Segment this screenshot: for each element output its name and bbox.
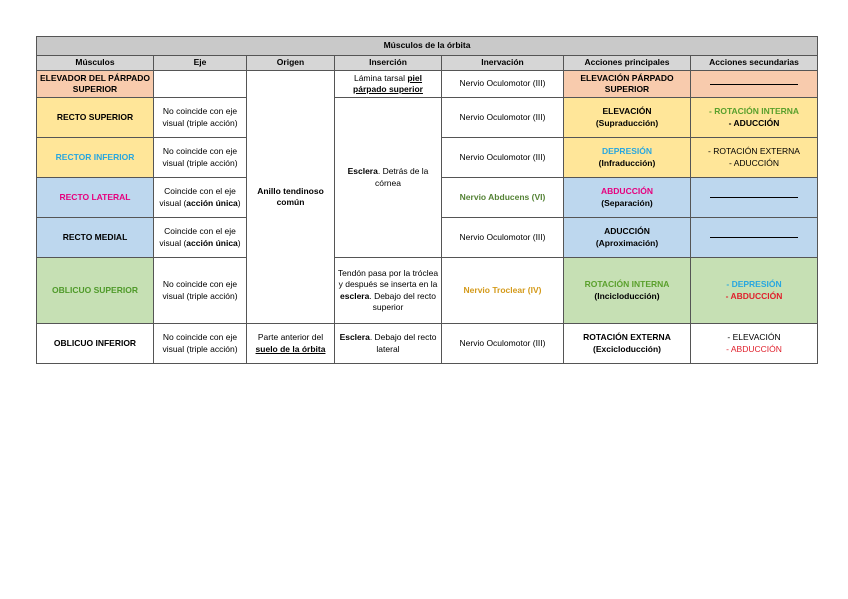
accion-secundaria-cell: - ROTACIÓN EXTERNA - ADUCCIÓN — [691, 138, 818, 178]
inervacion-cell: Nervio Oculomotor (III) — [442, 218, 564, 258]
muscle-name: RECTOR INFERIOR — [37, 138, 154, 178]
empty-line — [710, 237, 798, 238]
table-row — [37, 258, 818, 324]
eje-cell: No coincide con eje visual (triple acción) — [154, 258, 247, 324]
muscle-name: RECTO SUPERIOR — [37, 98, 154, 138]
table-row — [37, 98, 818, 138]
empty-line — [710, 84, 798, 85]
header-acciones-principales: Acciones principales — [564, 56, 691, 71]
origen-comun-cell: Anillo tendinoso común — [247, 71, 335, 324]
table-row — [37, 324, 818, 364]
accion-secundaria-cell: - ROTACIÓN INTERNA - ADUCCIÓN — [691, 98, 818, 138]
eje-cell: Coincide con el eje visual (acción única) — [154, 218, 247, 258]
inervacion-cell: Nervio Oculomotor (III) — [442, 98, 564, 138]
muscle-name: ELEVADOR DEL PÁRPADO SUPERIOR — [37, 71, 154, 98]
accion-principal-cell: ADUCCIÓN (Aproximación) — [564, 218, 691, 258]
accion-secundaria-cell — [691, 218, 818, 258]
inervacion-cell: Nervio Oculomotor (III) — [442, 324, 564, 364]
accion-principal-cell: ELEVACIÓN (Supraducción) — [564, 98, 691, 138]
accion-secundaria-cell — [691, 178, 818, 218]
inervacion-cell: Nervio Oculomotor (III) — [442, 138, 564, 178]
inervacion-cell: Nervio Troclear (IV) — [442, 258, 564, 324]
accion-principal-cell: ROTACIÓN INTERNA (Incicloducción) — [564, 258, 691, 324]
table-title: Músculos de la órbita — [37, 37, 818, 56]
accion-secundaria-cell: - DEPRESIÓN - ABDUCCIÓN — [691, 258, 818, 324]
accion-secundaria-cell: - ELEVACIÓN - ABDUCCIÓN — [691, 324, 818, 364]
header-insercion: Inserción — [335, 56, 442, 71]
table-row — [37, 71, 818, 98]
accion-principal-cell: ROTACIÓN EXTERNA (Excicloducción) — [564, 324, 691, 364]
origen-cell: Parte anterior del suelo de la órbita — [247, 324, 335, 364]
muscle-name: OBLICUO SUPERIOR — [37, 258, 154, 324]
eje-cell: No coincide con eje visual (triple acción) — [154, 324, 247, 364]
header-musculos: Músculos — [37, 56, 154, 71]
muscle-name: RECTO MEDIAL — [37, 218, 154, 258]
orbit-muscles-table — [36, 36, 818, 364]
accion-secundaria-cell — [691, 71, 818, 98]
insercion-cell: Tendón pasa por la tróclea y después se inserta en la esclera. Debajo del recto superior — [335, 258, 442, 324]
inervacion-cell: Nervio Oculomotor (III) — [442, 71, 564, 98]
eje-cell: No coincide con eje visual (triple acción) — [154, 138, 247, 178]
accion-principal-cell: ABDUCCIÓN (Separación) — [564, 178, 691, 218]
muscle-name: RECTO LATERAL — [37, 178, 154, 218]
insercion-cell: Esclera. Debajo del recto lateral — [335, 324, 442, 364]
accion-principal-cell: ELEVACIÓN PÁRPADO SUPERIOR — [564, 71, 691, 98]
header-eje: Eje — [154, 56, 247, 71]
muscle-name: OBLICUO INFERIOR — [37, 324, 154, 364]
header-inervacion: Inervación — [442, 56, 564, 71]
inervacion-cell: Nervio Abducens (VI) — [442, 178, 564, 218]
header-origen: Origen — [247, 56, 335, 71]
eje-cell: Coincide con el eje visual (acción única) — [154, 178, 247, 218]
header-acciones-secundarias: Acciones secundarias — [691, 56, 818, 71]
eje-cell — [154, 71, 247, 98]
insercion-cell: Lámina tarsal piel párpado superior — [335, 71, 442, 98]
insercion-comun-cell: Esclera. Detrás de la córnea — [335, 98, 442, 258]
accion-principal-cell: DEPRESIÓN (Infraducción) — [564, 138, 691, 178]
empty-line — [710, 197, 798, 198]
eje-cell: No coincide con eje visual (triple acción) — [154, 98, 247, 138]
